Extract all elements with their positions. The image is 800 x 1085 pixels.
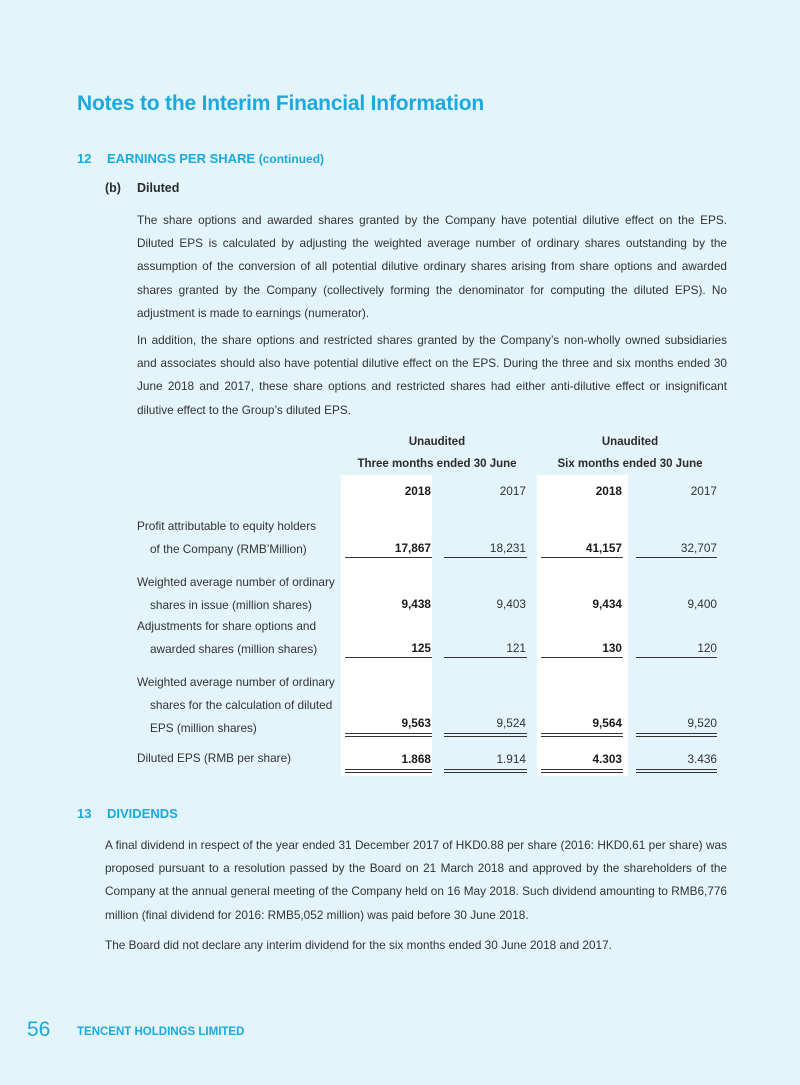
year-header: 2017: [499, 484, 526, 498]
row-label-line: shares for the calculation of diluted: [150, 698, 333, 712]
table-cell: 3.436: [687, 752, 717, 766]
underline: [636, 657, 717, 658]
table-cell: 9,563: [401, 716, 431, 730]
row-label-line: Adjustments for share options and: [137, 619, 317, 633]
row-label-line: EPS (million shares): [150, 721, 257, 735]
section-continued: (continued): [258, 152, 325, 166]
underline: [345, 557, 432, 558]
row-label-line: Profit attributable to equity holders: [137, 519, 317, 533]
header-three-months: Three months ended 30 June: [357, 458, 517, 470]
underline: [636, 557, 717, 558]
double-underline: [444, 769, 527, 773]
table-cell: 32,707: [680, 541, 717, 555]
table-cell: 125: [411, 641, 431, 655]
underline: [541, 557, 623, 558]
section-number: 13: [77, 806, 92, 821]
diluted-paragraph-2: In addition, the share options and restricted shares granted by the Company’s non-wholly owned subsidiaries and associates should also have potential dilutive effect on the EPS. During the three and six months ended 30 June 2018 and 2017, these share options and restricted shares had either anti-dilutive effect or insignificant dilutive effect to the Group’s diluted EPS.: [137, 333, 727, 417]
shade-col-2018-three: [341, 475, 432, 776]
header-six-months: Six months ended 30 June: [557, 458, 703, 470]
table-cell: 9,564: [592, 716, 622, 730]
underline: [444, 657, 527, 658]
table-cell: 120: [697, 641, 717, 655]
double-underline: [636, 733, 717, 737]
dividend-paragraph-1: A final dividend in respect of the year ended 31 December 2017 of HKD0.88 per share (2016: HKD0.61 per share) was proposed pursuant to a resolution passed by the Board on 21 March 2018 and approved by the shareholders of the Company at the annual general meeting of the Company held on 16 May 2018. Such dividend amounting to RMB6,776 million (final dividend for 2016: RMB5,052 million) was paid before 30 June 2018.: [105, 838, 727, 922]
underline: [541, 657, 623, 658]
table-cell: 4.303: [592, 752, 622, 766]
table-cell: 41,157: [585, 541, 622, 555]
table-cell: 1.868: [401, 752, 431, 766]
year-header: 2018: [595, 484, 622, 498]
double-underline: [345, 769, 432, 773]
table-cell: 9,520: [687, 716, 717, 730]
row-label-profit: [137, 515, 316, 561]
double-underline: [541, 733, 623, 737]
section-13-heading: [77, 806, 178, 821]
header-unaudited-2: Unaudited: [601, 436, 659, 448]
subsection-heading: [105, 181, 179, 195]
section-number: 12: [77, 151, 92, 166]
row-label-line: of the Company (RMB’Million): [150, 542, 307, 556]
page-number: 56: [27, 1018, 51, 1041]
underline: [444, 557, 527, 558]
table-cell: 130: [602, 641, 622, 655]
diluted-paragraph-1: The share options and awarded shares granted by the Company have potential dilutive effect on the EPS. Diluted EPS is calculated by adjusting the weighted average number of ordinary shares outstanding by the assumption of the conversion of all potential dilutive ordinary shares arising from share options and awarded shares granted by the Company (collectively forming the denominator for computing the diluted EPS). No adjustment is made to earnings (numerator).: [137, 213, 727, 320]
row-label-weighted: [137, 571, 335, 617]
row-label-line: Weighted average number of ordinary: [137, 675, 335, 689]
year-header: 2017: [690, 484, 717, 498]
table-cell: 9,434: [592, 597, 622, 611]
double-underline: [541, 769, 623, 773]
section-title: DIVIDENDS: [107, 806, 178, 821]
table-cell: 18,231: [489, 541, 526, 555]
row-label-line: Weighted average number of ordinary: [137, 575, 335, 589]
table-cell: 121: [506, 641, 526, 655]
row-label-line: shares in issue (million shares): [150, 598, 312, 612]
row-label-line: awarded shares (million shares): [150, 642, 318, 656]
table-cell: 9,524: [496, 716, 526, 730]
underline: [345, 657, 432, 658]
header-unaudited-1: Unaudited: [408, 436, 466, 448]
dividend-paragraph-2: The Board did not declare any interim dividend for the six months ended 30 June 2018 and 2017.: [105, 938, 612, 952]
subsection-label: (b): [105, 181, 121, 195]
table-cell: 9,400: [687, 597, 717, 611]
table-cell: 9,438: [401, 597, 431, 611]
table-cell: 17,867: [394, 541, 431, 555]
row-label-diluted-eps: [137, 747, 291, 770]
shade-col-2018-six: [537, 475, 628, 776]
subsection-title: Diluted: [137, 181, 180, 195]
company-name: TENCENT HOLDINGS LIMITED: [77, 1026, 245, 1038]
double-underline: [444, 733, 527, 737]
double-underline: [636, 769, 717, 773]
section-12-heading: [77, 151, 324, 166]
row-label-line: Diluted EPS (RMB per share): [137, 751, 292, 765]
year-header: 2018: [404, 484, 431, 498]
double-underline: [345, 733, 432, 737]
row-label-adjustments: [137, 615, 317, 661]
page-title: Notes to the Interim Financial Information: [77, 92, 484, 115]
table-cell: 9,403: [496, 597, 526, 611]
section-title: EARNINGS PER SHARE: [107, 151, 256, 166]
table-cell: 1.914: [496, 752, 526, 766]
row-label-weighted-diluted: [137, 671, 335, 740]
